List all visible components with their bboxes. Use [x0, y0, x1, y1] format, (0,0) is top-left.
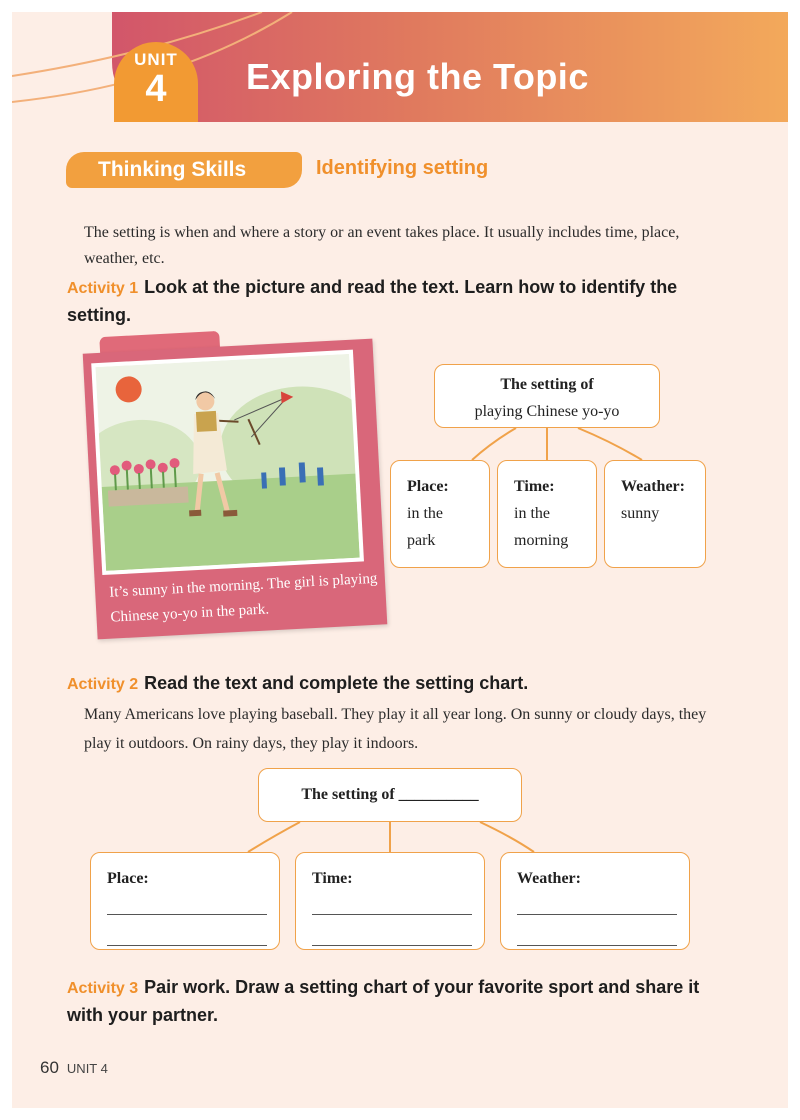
chart-2-weather-box	[500, 852, 690, 950]
chart-2-place-box	[90, 852, 280, 950]
chart-2-place-blank-1[interactable]	[107, 892, 267, 915]
chart-2-weather-blank-2[interactable]	[517, 923, 677, 946]
textbook-page	[12, 12, 788, 1108]
setting-definition: The setting is when and where a story or an event takes place. It usually includes time, place, weather, etc.	[84, 224, 680, 267]
activity-2-label: Activity 2	[67, 676, 139, 693]
activity-2-instruction: Read the text and complete the setting chart.	[144, 673, 529, 693]
activity-1-instruction: Look at the picture and read the text. Learn how to identify the setting.	[67, 277, 678, 325]
page-title: Exploring the Topic	[246, 56, 589, 97]
activity-2-heading	[67, 670, 727, 698]
activity-3-label: Activity 3	[67, 980, 139, 997]
chart-1-time-label: Time:	[514, 478, 555, 495]
park-illustration	[91, 350, 364, 575]
chart-1-place-box	[390, 460, 490, 568]
unit-number: 4	[145, 68, 167, 110]
activity-1-label: Activity 1	[67, 280, 139, 297]
unit-label: UNIT	[134, 50, 178, 69]
page-footer	[40, 1058, 108, 1078]
thinking-skills-tab: Thinking Skills	[66, 152, 302, 188]
chart-2-place-label: Place:	[107, 870, 149, 887]
skill-subtitle: Identifying setting	[316, 157, 489, 179]
chart-1-place-value-1: in the	[407, 505, 443, 522]
footer-unit: UNIT 4	[66, 1061, 108, 1076]
chart-1-place-label: Place:	[407, 478, 449, 495]
setting-chart-1-root	[434, 364, 660, 428]
chart-2-weather-blank-1[interactable]	[517, 892, 677, 915]
chart-1-time-value-1: in the	[514, 505, 550, 522]
chart-1-root-value: playing Chinese yo-yo	[474, 403, 620, 420]
activity-3-heading	[67, 974, 727, 1029]
chart-1-weather-value: sunny	[621, 505, 660, 522]
photo-caption: It’s sunny in the morning. The girl is playing Chinese yo-yo in the park.	[108, 570, 378, 626]
photo-card	[83, 339, 388, 640]
chart-1-weather-box	[604, 460, 706, 568]
chart-2-root-title: The setting of __________	[301, 786, 479, 803]
activity-3-instruction: Pair work. Draw a setting chart of your favorite sport and share it with your partner.	[67, 977, 700, 1025]
chart-2-time-box	[295, 852, 485, 950]
chart-2-place-blank-2[interactable]	[107, 923, 267, 946]
chart-2-time-blank-2[interactable]	[312, 923, 472, 946]
page-number: 60	[40, 1058, 59, 1077]
chart-2-weather-label: Weather:	[517, 870, 581, 887]
chart-2-time-label: Time:	[312, 870, 353, 887]
chart-1-time-box	[497, 460, 597, 568]
chart-1-time-value-2: morning	[514, 532, 569, 549]
chart-2-time-blank-1[interactable]	[312, 892, 472, 915]
baseball-passage: Many Americans love playing baseball. They play it all year long. On sunny or cloudy days, they play it outdoors. On rainy days, they play it indoors.	[84, 706, 707, 752]
activity-1-heading	[67, 274, 727, 329]
setting-chart-2-root	[258, 768, 522, 822]
chart-1-weather-label: Weather:	[621, 478, 685, 495]
girl-yoyo-illustration	[95, 354, 359, 571]
unit-badge	[114, 42, 198, 122]
chart-1-root-title: The setting of	[500, 376, 594, 393]
chart-1-place-value-2: park	[407, 532, 436, 549]
